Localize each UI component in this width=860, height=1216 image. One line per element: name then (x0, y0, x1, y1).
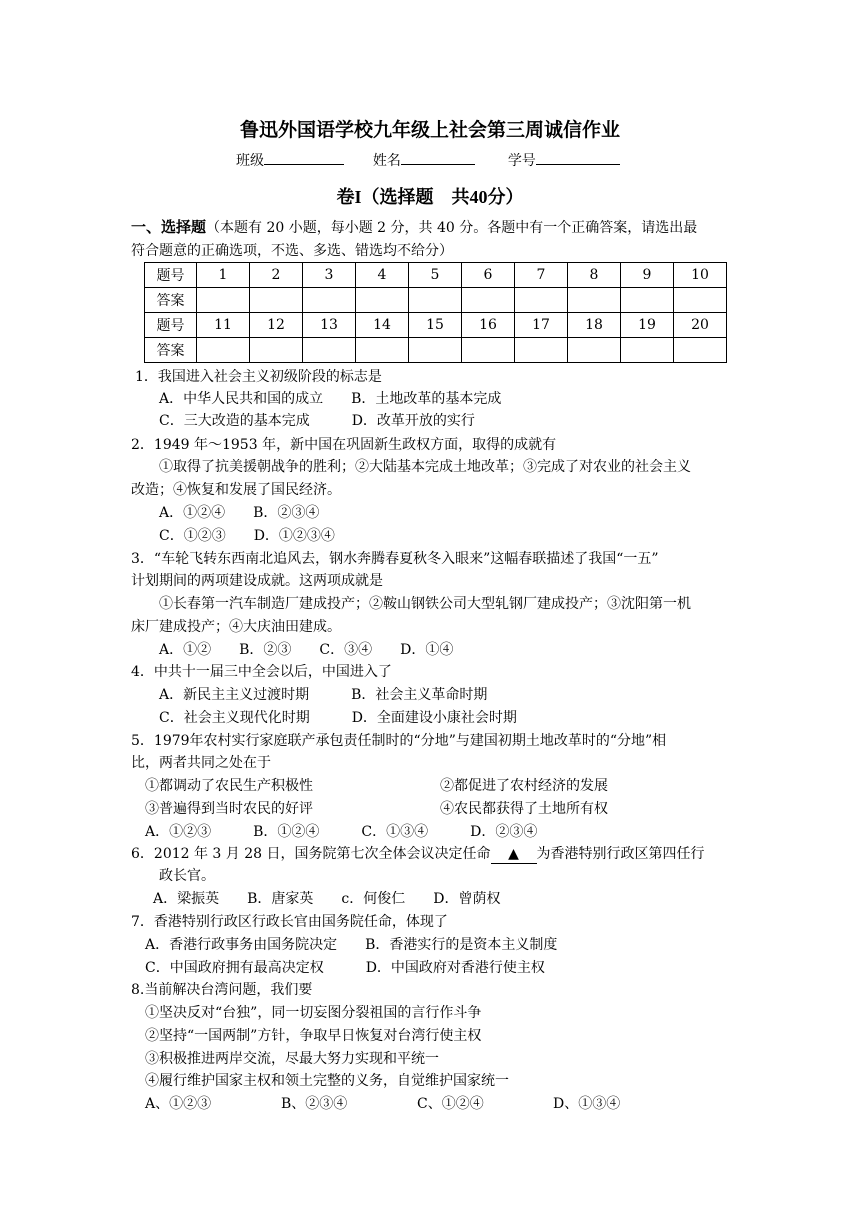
q1-options-2: C．三大改造的基本完成 D．改革开放的实行 (159, 413, 475, 429)
name-blank[interactable] (401, 150, 475, 165)
ans-label-cell: 答案 (145, 338, 197, 363)
q6-stem-b: 为香港特别行政区第四任行 (536, 846, 705, 862)
num-cell: 14 (356, 313, 409, 338)
answer-cell[interactable] (250, 288, 303, 313)
num-cell: 6 (462, 263, 515, 288)
section-score: 40 (469, 187, 488, 207)
answer-cell[interactable] (621, 338, 674, 363)
class-blank[interactable] (264, 150, 344, 165)
num-cell: 7 (515, 263, 568, 288)
q2-statements-2: 改造；④恢复和发展了国民经济。 (131, 482, 341, 498)
answer-cell[interactable] (674, 338, 727, 363)
part1-desc-line2: 符合题意的正确选项，不选、多选、错选均不给分） (131, 243, 453, 259)
q4-stem: 4．中共十一届三中全会以后，中国进入了 (131, 664, 392, 680)
num-cell: 12 (250, 313, 303, 338)
answer-cell[interactable] (621, 288, 674, 313)
num-cell: 1 (197, 263, 250, 288)
answer-table (144, 262, 727, 363)
answer-cell[interactable] (250, 338, 303, 363)
answer-cell[interactable] (568, 338, 621, 363)
name-label: 姓名 (372, 153, 401, 169)
document-title: 鲁迅外国语学校九年级上社会第三周诚信作业 (239, 119, 620, 141)
answer-cell[interactable] (356, 288, 409, 313)
q7-options-1: A．香港行政事务由国务院决定 B．香港实行的是资本主义制度 (145, 937, 558, 953)
answer-cell[interactable] (674, 288, 727, 313)
table-row (145, 313, 727, 338)
num-cell: 20 (674, 313, 727, 338)
num-label-cell: 题号 (145, 313, 197, 338)
student-info-line (236, 150, 620, 170)
answer-cell[interactable] (515, 338, 568, 363)
answer-cell[interactable] (303, 288, 356, 313)
id-blank[interactable] (536, 150, 620, 165)
section-end: 分） (487, 187, 524, 208)
num-cell: 2 (250, 263, 303, 288)
q4-options-2: C．社会主义现代化时期 D．全面建设小康社会时期 (159, 710, 517, 726)
num-cell: 5 (409, 263, 462, 288)
answer-cell[interactable] (568, 288, 621, 313)
q3-statements-2: 床厂建成投产；④大庆油田建成。 (131, 619, 341, 635)
q2-options-2: C．①②③ D．①②③④ (159, 528, 335, 544)
section-prefix: 卷 (336, 187, 355, 208)
q5-statement-2: ②都促进了农村经济的发展 (440, 778, 608, 794)
section-roman: I (354, 187, 362, 207)
q1-options-1: A．中华人民共和国的成立 B．土地改革的基本完成 (159, 391, 502, 407)
answer-cell[interactable] (515, 288, 568, 313)
q3-statements-1: ①长春第一汽车制造厂建成投产；②鞍山钢铁公司大型轧钢厂建成投产；③沈阳第一机 (159, 596, 691, 612)
section-title (0, 183, 860, 209)
num-cell: 9 (621, 263, 674, 288)
answer-cell[interactable] (409, 338, 462, 363)
q7-options-2: C．中国政府拥有最高决定权 D．中国政府对香港行使主权 (145, 960, 545, 976)
ans-label-cell: 答案 (145, 288, 197, 313)
num-cell: 11 (197, 313, 250, 338)
answer-cell[interactable] (197, 288, 250, 313)
q3-stem: 3．“车轮飞转东西南北追风去，钢水奔腾春夏秋冬入眼来”这幅春联描述了我国“一五” (131, 551, 659, 567)
num-cell: 19 (621, 313, 674, 338)
answer-cell[interactable] (197, 338, 250, 363)
q6-stem-a: 6．2012 年 3 月 28 日，国务院第七次全体会议决定任命 (131, 846, 491, 862)
q8-option-a: A、①②③ (145, 1096, 212, 1112)
q3-options: A．①② B．②③ C．③④ D．①④ (159, 642, 454, 658)
q3-stem-2: 计划期间的两项建设成就。这两项成就是 (131, 573, 383, 589)
num-cell: 16 (462, 313, 515, 338)
q6-stem (131, 846, 705, 864)
q5-statement-3: ③普遍得到当时农民的好评 (145, 801, 313, 817)
q1-stem: 1．我国进入社会主义初级阶段的标志是 (135, 369, 382, 385)
part1-label: 一、选择题 (131, 218, 207, 236)
answer-cell[interactable] (462, 338, 515, 363)
q8-stem: 8.当前解决台湾问题，我们要 (131, 982, 313, 998)
num-cell: 4 (356, 263, 409, 288)
q6-options: A．梁振英 B．唐家英 c．何俊仁 D．曾荫权 (153, 891, 501, 907)
num-cell: 15 (409, 313, 462, 338)
q8-option-d: D、①③④ (553, 1096, 621, 1112)
q6-blank[interactable]: ▲ (491, 846, 537, 864)
q2-options-1: A．①②④ B．②③④ (159, 505, 320, 521)
q2-statements-1: ①取得了抗美援朝战争的胜利；②大陆基本完成土地改革；③完成了对农业的社会主义 (159, 459, 691, 475)
q8-statement-1: ①坚决反对“台独”，同一切妄图分裂祖国的言行作斗争 (145, 1005, 482, 1021)
q7-stem: 7．香港特别行政区行政长官由国务院任命，体现了 (131, 914, 448, 930)
id-label: 学号 (507, 153, 536, 169)
num-label-cell: 题号 (145, 263, 197, 288)
q8-statement-3: ③积极推进两岸交流，尽最大努力实现和平统一 (145, 1051, 439, 1067)
num-cell: 8 (568, 263, 621, 288)
num-cell: 13 (303, 313, 356, 338)
q6-stem-2: 政长官。 (159, 868, 215, 884)
q5-options: A．①②③ B．①②④ C．①③④ D．②③④ (145, 824, 538, 840)
q8-option-c: C、①②④ (417, 1096, 484, 1112)
answer-cell[interactable] (303, 338, 356, 363)
table-row (145, 288, 727, 313)
q5-statement-4: ④农民都获得了土地所有权 (440, 801, 608, 817)
answer-cell[interactable] (356, 338, 409, 363)
q2-stem: 2．1949 年～1953 年，新中国在巩固新生政权方面，取得的成就有 (131, 437, 557, 453)
num-cell: 17 (515, 313, 568, 338)
q4-options-1: A．新民主主义过渡时期 B．社会主义革命时期 (159, 687, 488, 703)
answer-cell[interactable] (462, 288, 515, 313)
q8-statement-4: ④履行维护国家主权和领土完整的义务，自觉维护国家统一 (145, 1073, 509, 1089)
num-cell: 3 (303, 263, 356, 288)
q5-stem-2: 比，两者共同之处在于 (131, 755, 271, 771)
q5-stem: 5．1979年农村实行家庭联产承包责任制时的“分地”与建国初期土地改革时的“分地”相 (131, 733, 667, 749)
class-label: 班级 (236, 153, 264, 169)
part1-desc-line1: （本题有 20 小题，每小题 2 分，共 40 分。各题中有一个正确答案，请选出最 (206, 220, 698, 236)
q8-statement-2: ②坚持“一国两制”方针，争取早日恢复对台湾行使主权 (145, 1028, 482, 1044)
num-cell: 10 (674, 263, 727, 288)
table-row (145, 263, 727, 288)
q5-statement-1: ①都调动了农民生产积极性 (145, 778, 313, 794)
num-cell: 18 (568, 313, 621, 338)
part1-heading (131, 219, 697, 237)
section-rest: （选择题 共 (361, 187, 470, 208)
q8-option-b: B、②③④ (281, 1096, 348, 1112)
table-row (145, 338, 727, 363)
answer-cell[interactable] (409, 288, 462, 313)
